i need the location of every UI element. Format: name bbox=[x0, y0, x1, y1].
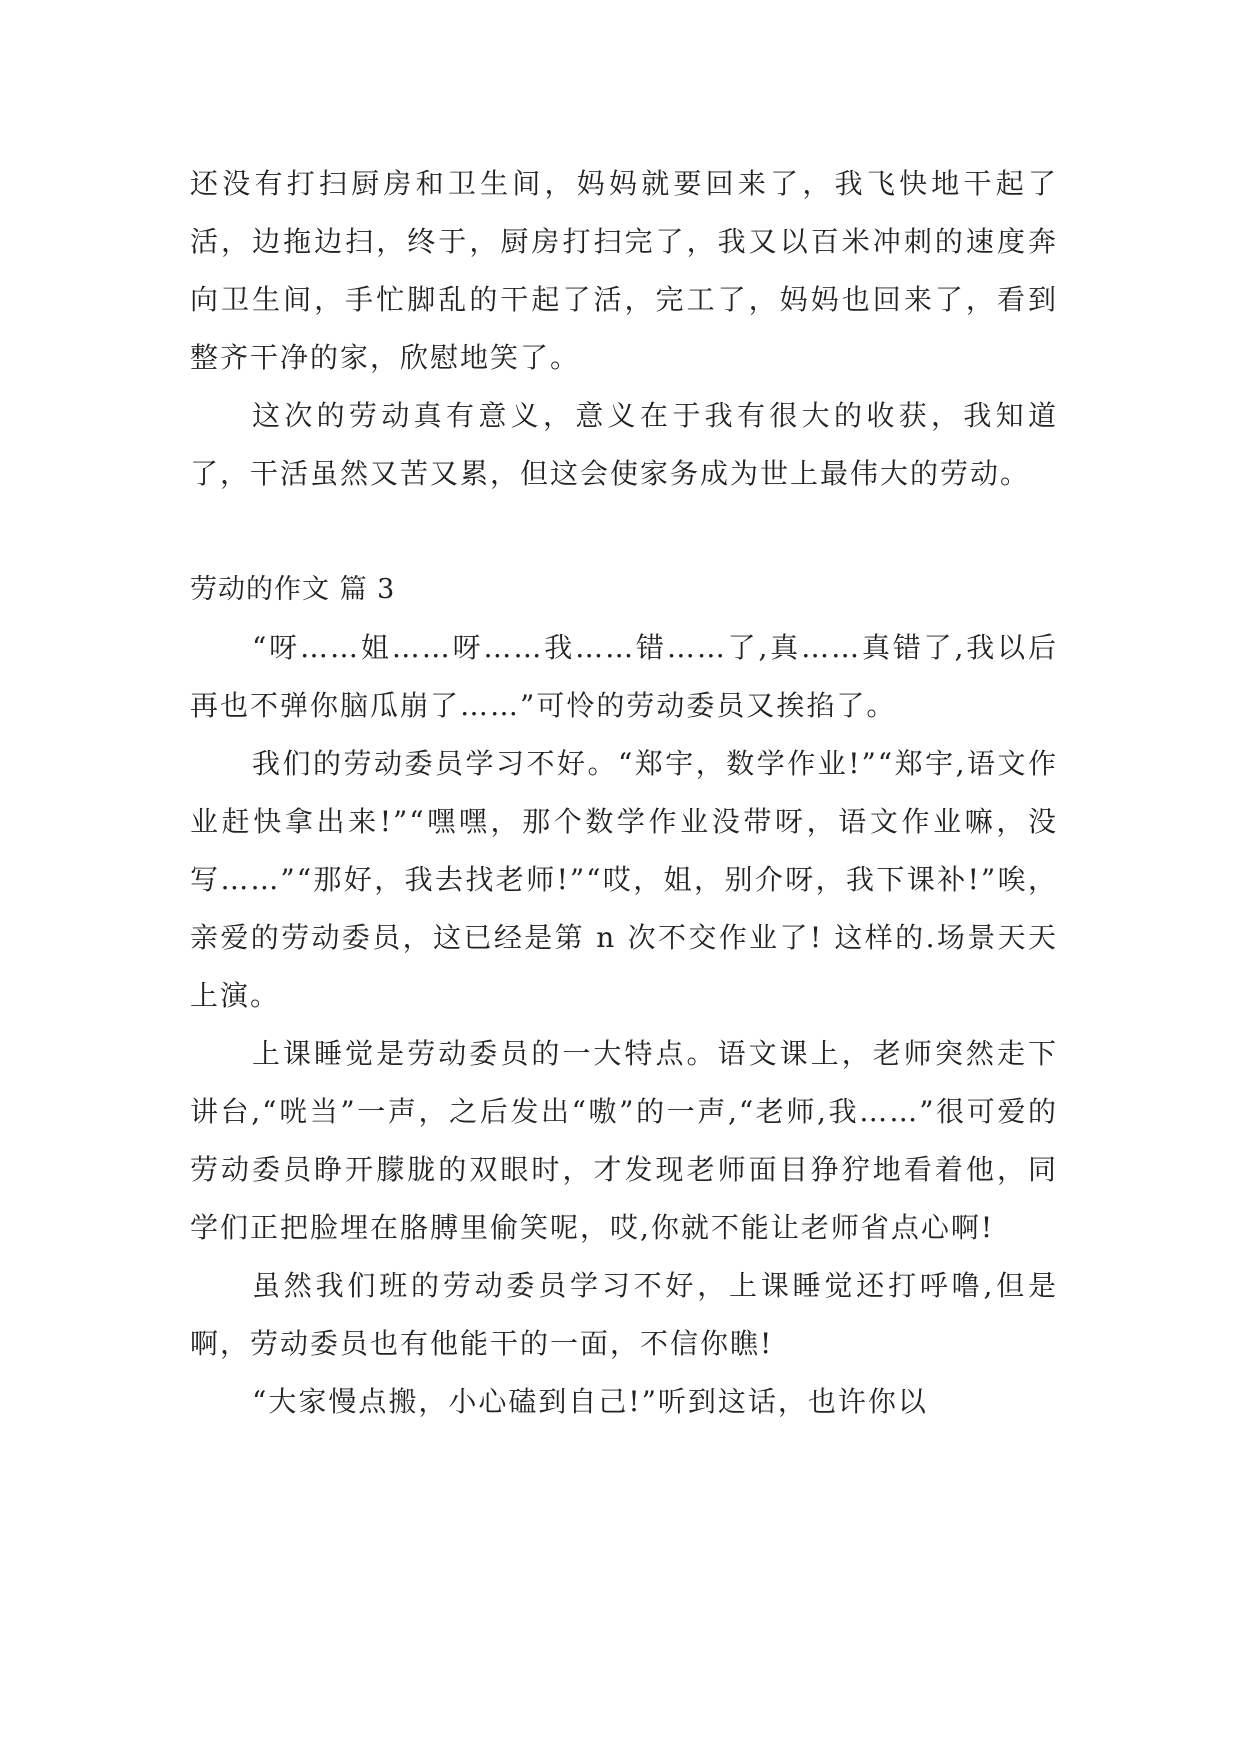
paragraph-section-4: 虽然我们班的劳动委员学习不好，上课睡觉还打呼噜,但是啊，劳动委员也有他能干的一面，不信你瞧! bbox=[190, 1269, 1058, 1360]
paragraph-section-5: “大家慢点搬，小心磕到自己!”听到这话，也许你以 bbox=[252, 1385, 928, 1418]
paragraph-intro-2: 这次的劳动真有意义，意义在于我有很大的收获，我知道了，干活虽然又苦又累，但这会使家务成为世上最伟大的劳动。 bbox=[190, 399, 1058, 490]
section-title: 劳动的作文 篇 3 bbox=[190, 574, 396, 605]
paragraph-intro-1: 还没有打扫厨房和卫生间，妈妈就要回来了，我飞快地干起了活，边拖边扫，终于，厨房打扫完了，我又以百米冲刺的速度奔向卫生间，手忙脚乱的干起了活，完工了，妈妈也回来了，看到整齐干净的家，欣慰地笑了。 bbox=[190, 167, 1058, 374]
paragraph-section-1: “呀……姐……呀……我……错……了,真……真错了,我以后再也不弹你脑瓜崩了……”可怜的劳动委员又挨掐了。 bbox=[190, 631, 1058, 722]
paragraph-section-2: 我们的劳动委员学习不好。“郑宇，数学作业!”“郑宇,语文作业赶快拿出来!”“嘿嘿，那个数学作业没带呀，语文作业嘛，没写……”“那好，我去找老师!”“哎，姐，别介呀，我下课补!”唉，亲爱的劳动委员，这已经是第 n 次不交作业了! 这样的.场景天天上演。 bbox=[190, 747, 1058, 1012]
paragraph-section-3: 上课睡觉是劳动委员的一大特点。语文课上，老师突然走下讲台,“咣当”一声，之后发出“嗷”的一声,“老师,我……”很可爱的劳动委员睁开朦胧的双眼时，才发现老师面目狰狞地看着他，同学们正把脸埋在胳膊里偷笑呢，哎,你就不能让老师省点心啊! bbox=[190, 1037, 1058, 1244]
document-body bbox=[190, 155, 1058, 1431]
